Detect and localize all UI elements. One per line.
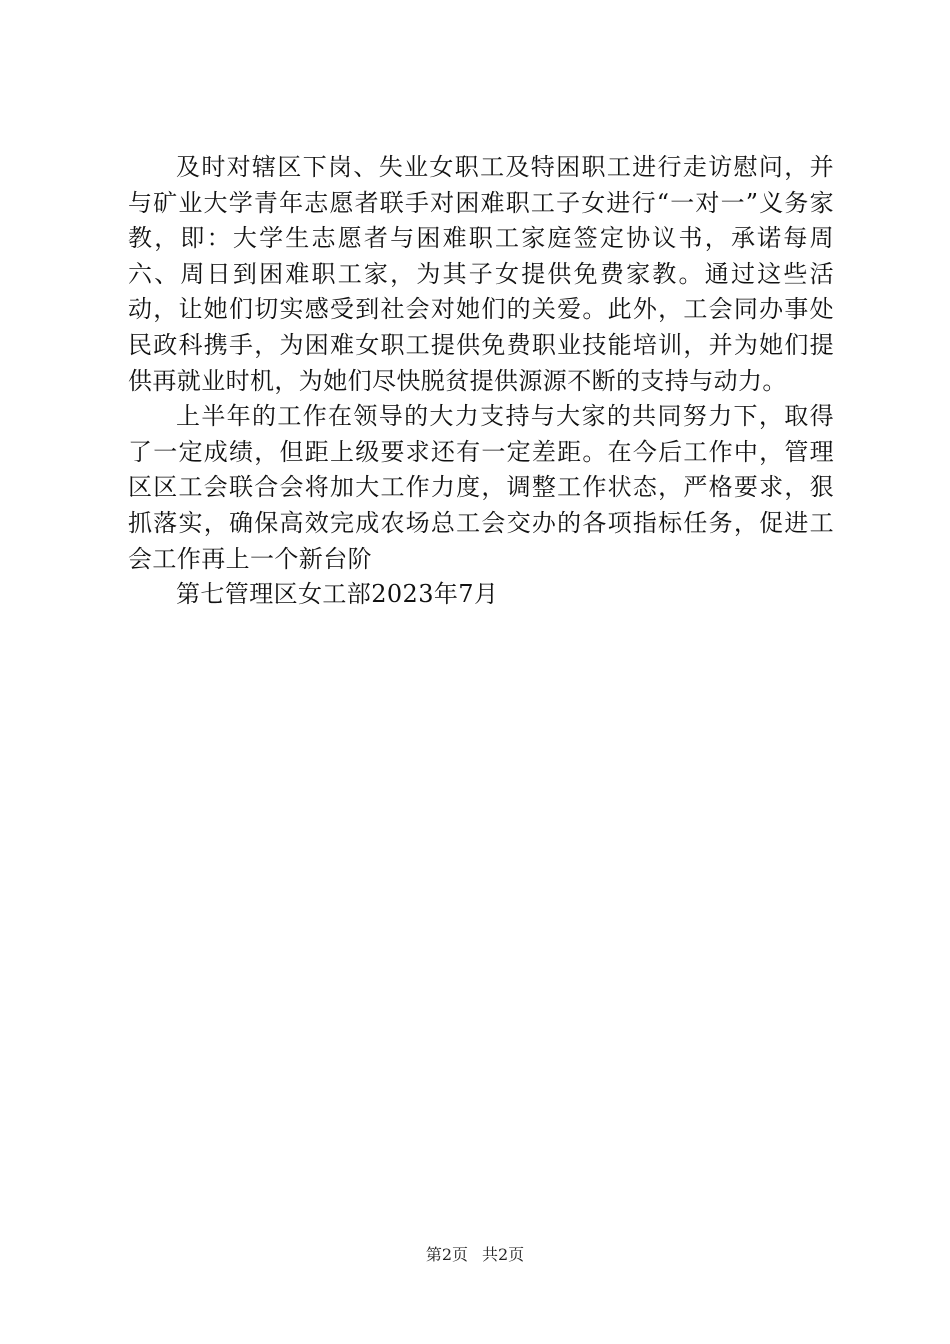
- paragraph-summary: 上半年的工作在领导的大力支持与大家的共同努力下，取得了一定成绩，但距上级要求还有一定差距。在今后工作中，管理区区工会联合会将加大工作力度，调整工作状态，严格要求，狠抓落实，确保高效完成农场总工会交办的各项指标任务，促进工会工作再上一个新台阶: [128, 402, 834, 573]
- page-footer: [0, 1244, 950, 1266]
- page-total: 共2页: [482, 1245, 525, 1264]
- paragraph-outreach: 及时对辖区下岗、失业女职工及特困职工进行走访慰问，并与矿业大学青年志愿者联手对困难职工子女进行“一对一”义务家教，即：大学生志愿者与困难职工家庭签定协议书，承诺每周六、周日到困难职工家，为其子女提供免费家教。通过这些活动，让她们切实感受到社会对她们的关爱。此外，工会同办事处民政科携手，为困难女职工提供免费职业技能培训，并为她们提供再就业时机，为她们尽快脱贫提供源源不断的支持与动力。: [128, 153, 834, 395]
- signature-line: 第七管理区女工部2023年7月: [176, 580, 499, 609]
- page-number: 第2页: [425, 1245, 468, 1264]
- document-body: [128, 150, 834, 613]
